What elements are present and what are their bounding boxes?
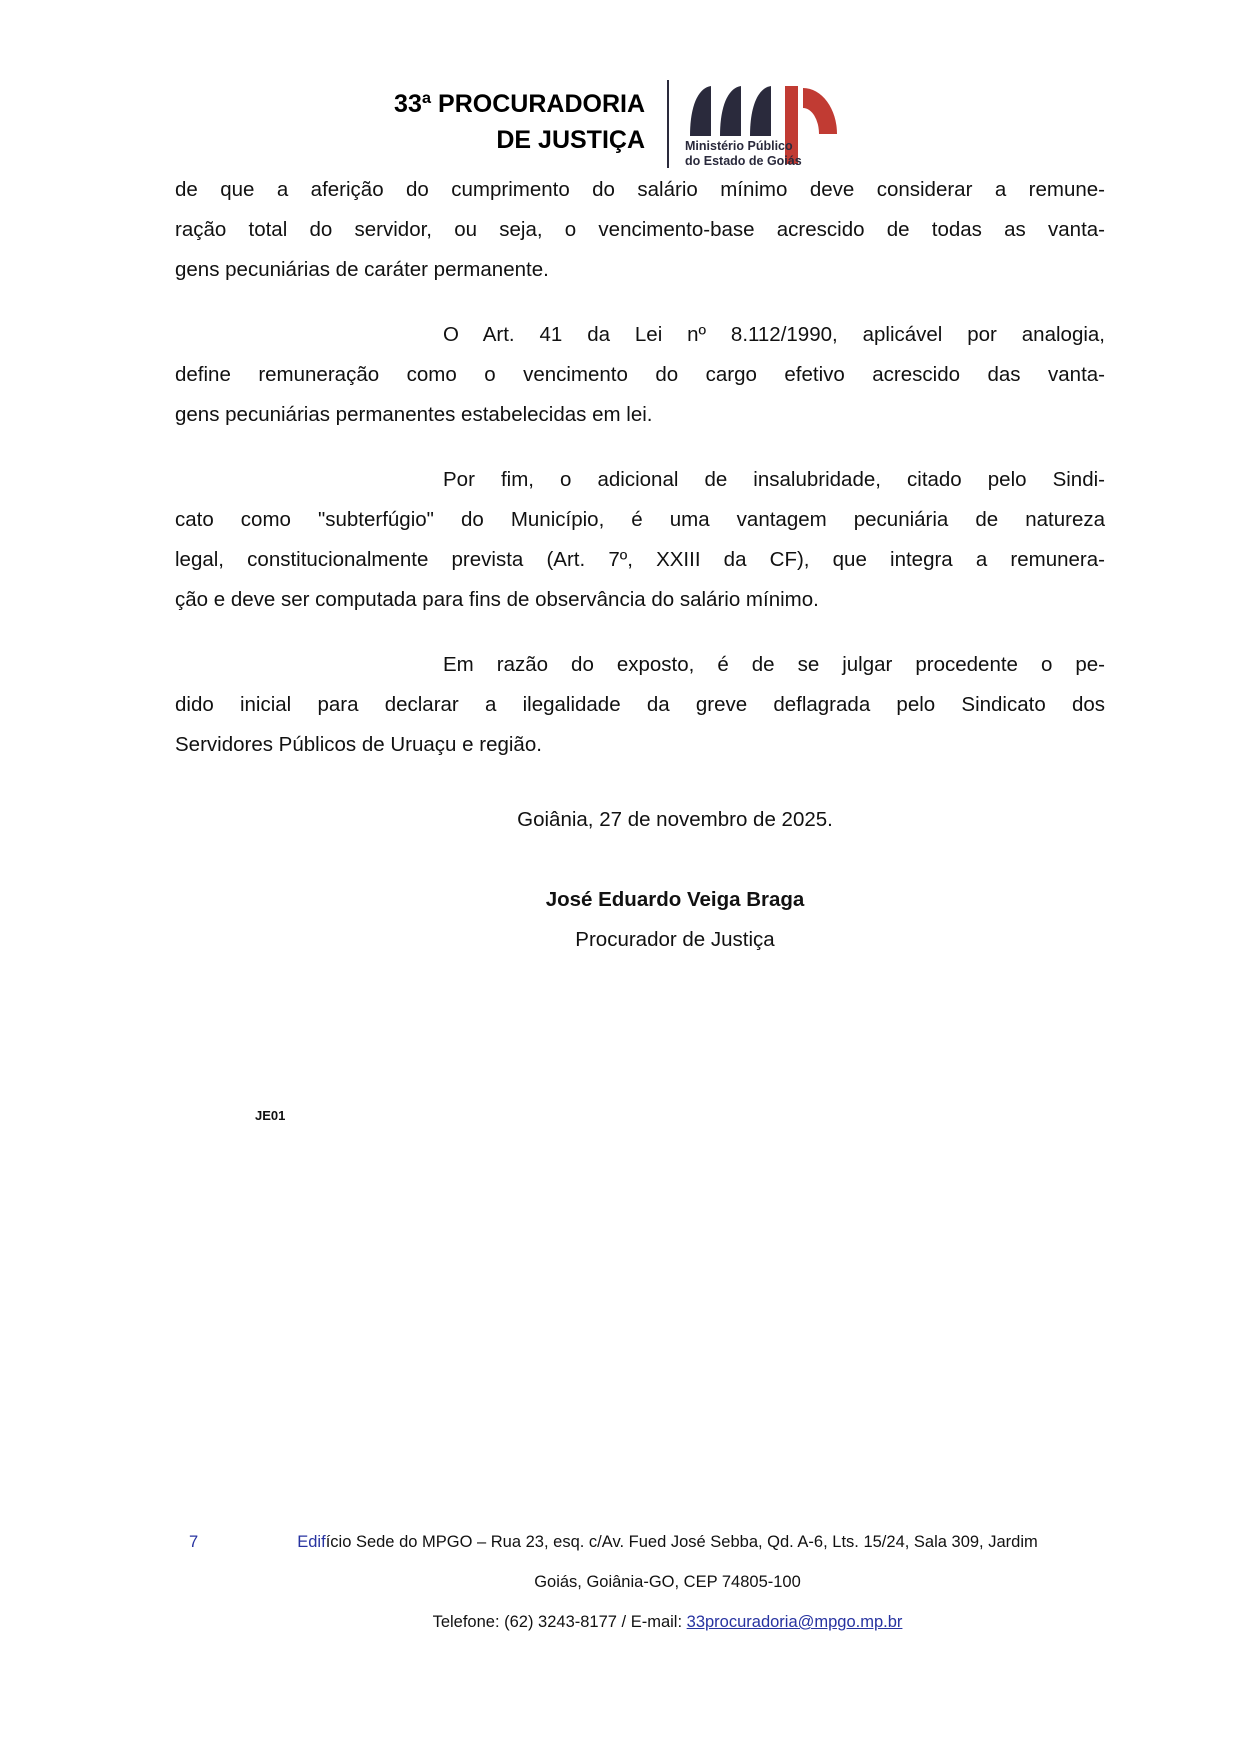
email-link[interactable]: 33procuradoria@mpgo.mp.br (686, 1613, 903, 1631)
letterhead (340, 80, 845, 179)
body-line: O Art. 41 da Lei nº 8.112/1990, aplicável por analogia, (443, 323, 1105, 346)
body-line: define remuneração como o vencimento do cargo efetivo acrescido das vanta- (175, 363, 1105, 386)
body-line: Em razão do exposto, é de se julgar procedente o pe- (443, 653, 1105, 676)
header-title-line1: 33ª PROCURADORIA (394, 90, 645, 118)
paragraph (175, 460, 1105, 620)
header-divider (667, 80, 669, 168)
body-line: cato como "subterfúgio" do Município, é uma vantagem pecuniária de natureza (175, 508, 1105, 531)
footer-address-tail: ício Sede do MPGO – Rua 23, esq. c/Av. Fued José Sebba, Qd. A-6, Lts. 15/24, Sala 309, Jardim (325, 1533, 1038, 1551)
footer-address-head: Edif (297, 1533, 326, 1551)
page-footer (175, 1522, 1105, 1642)
footer-contact-prefix: Telefone: (62) 3243-8177 / E-mail: (432, 1613, 687, 1631)
document-body (175, 170, 1105, 1124)
paragraph (175, 315, 1105, 435)
body-line: dido inicial para declarar a ilegalidade da greve deflagrada pelo Sindicato dos (175, 693, 1105, 716)
body-paragraphs (175, 170, 1105, 765)
body-line: gens pecuniárias permanentes estabelecidas em lei. (175, 403, 653, 426)
body-line: ção e deve ser computada para fins de observância do salário mínimo. (175, 588, 819, 611)
footer-contact-line (175, 1602, 1105, 1642)
logo-text-line1: Ministério Público (685, 139, 793, 153)
logo-text-line2: do Estado de Goiás (685, 154, 802, 168)
signature-role: Procurador de Justiça (575, 928, 775, 951)
footer-address-line2: Goiás, Goiânia-GO, CEP 74805-100 (534, 1573, 801, 1591)
paragraph (175, 170, 1105, 290)
body-line: Por fim, o adicional de insalubridade, citado pelo Sindi- (443, 468, 1105, 491)
body-line: legal, constitucionalmente prevista (Art. 7º, XXIII da CF), que integra a remunera- (175, 548, 1105, 571)
footer-address-line1 (175, 1522, 1105, 1562)
body-line: ração total do servidor, ou seja, o vencimento-base acrescido de todas as vanta- (175, 218, 1105, 241)
page-number: 7 (189, 1533, 199, 1551)
body-line: gens pecuniárias de caráter permanente. (175, 258, 549, 281)
initials-note: JE01 (255, 1108, 286, 1123)
date-line: Goiânia, 27 de novembro de 2025. (517, 808, 833, 831)
signature-name: José Eduardo Veiga Braga (545, 888, 805, 911)
mpgo-logo-icon (685, 86, 845, 179)
body-line: Servidores Públicos de Uruaçu e região. (175, 733, 542, 756)
body-line: de que a aferição do cumprimento do salário mínimo deve considerar a remune- (175, 178, 1105, 201)
header-office-title (340, 80, 645, 158)
paragraph (175, 645, 1105, 765)
header-title-line2: DE JUSTIÇA (496, 126, 645, 154)
